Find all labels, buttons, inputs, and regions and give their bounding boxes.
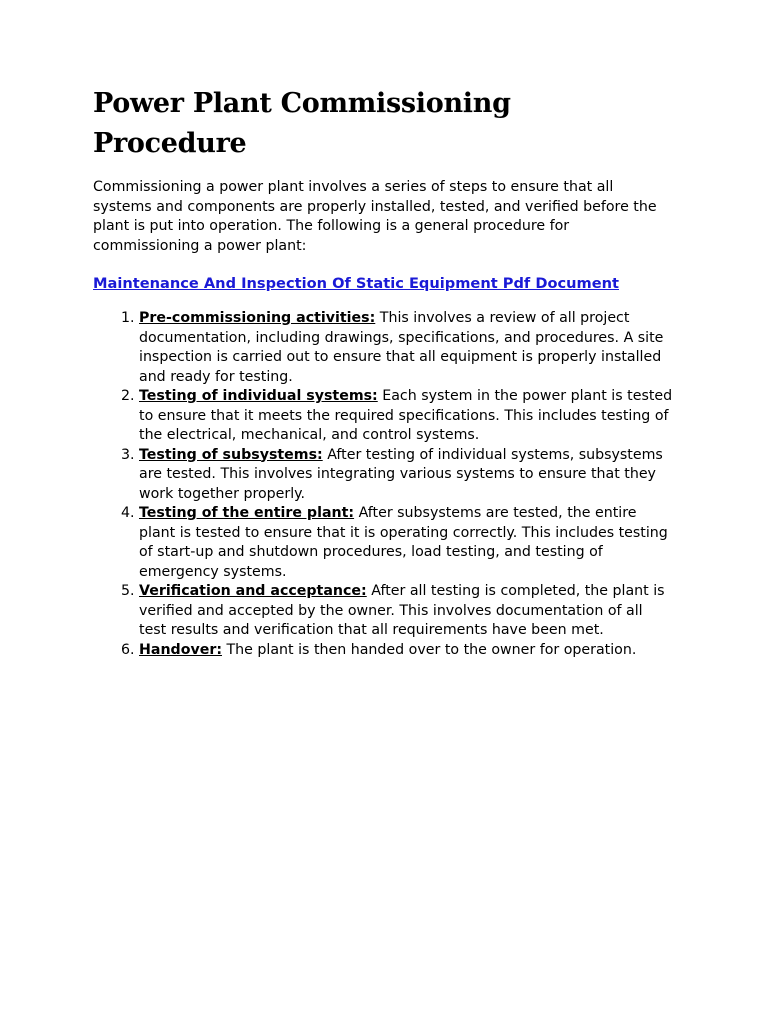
list-item	[139, 309, 673, 387]
step-heading: Verification and acceptance:	[139, 583, 367, 599]
list-item	[139, 641, 673, 661]
step-text: After testing of individual systems, subsystems are tested. This involves integrating various systems to ensure that they work together properly.	[139, 446, 663, 502]
step-text: Each system in the power plant is tested to ensure that it meets the required specifications. This includes testing of the electrical, mechanical, and control systems.	[139, 388, 673, 443]
step-heading: Testing of individual systems:	[139, 388, 378, 404]
page-title: Power Plant Commissioning Procedure	[93, 88, 511, 159]
step-heading: Testing of the entire plant:	[139, 505, 355, 521]
document-page	[93, 84, 673, 660]
intro-paragraph: Commissioning a power plant involves a series of steps to ensure that all systems and components are properly installed, tested, and verified before the plant is put into operation. The following is a general procedure for commissioning a power plant:	[93, 179, 657, 254]
list-item	[139, 446, 673, 505]
list-item	[139, 504, 673, 582]
related-document-link[interactable]: Maintenance And Inspection Of Static Equipment Pdf Document	[93, 275, 619, 292]
step-text: After all testing is completed, the plant is verified and accepted by the owner. This involves documentation of all test results and verification that all requirements have been met.	[139, 583, 665, 638]
step-heading: Pre-commissioning activities:	[139, 310, 376, 326]
step-text: This involves a review of all project documentation, including drawings, specifications, and procedures. A site inspection is carried out to ensure that all equipment is properly installed and ready for testing.	[139, 310, 664, 385]
step-heading: Handover:	[139, 641, 222, 658]
step-heading: Testing of subsystems:	[139, 446, 323, 463]
procedure-list	[93, 309, 673, 660]
step-text: After subsystems are tested, the entire plant is tested to ensure that it is operating correctly. This includes testing of start-up and shutdown procedures, load testing, and testing of emergency systems.	[139, 505, 668, 580]
step-text: The plant is then handed over to the owner for operation.	[222, 641, 637, 658]
list-item	[139, 582, 673, 641]
list-item	[139, 387, 673, 446]
